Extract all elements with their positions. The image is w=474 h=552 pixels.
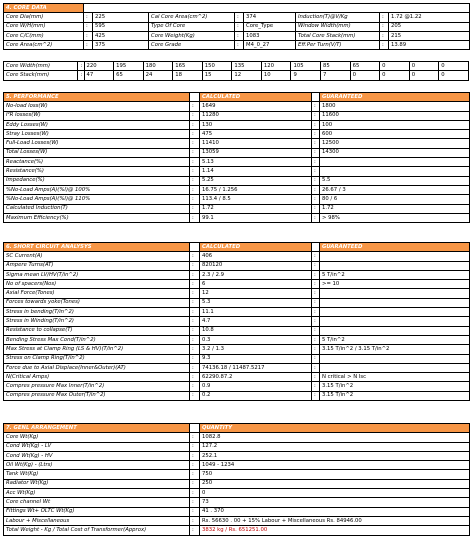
table-row: Forces towards yoke(Tones) : 5.3 : [4,298,470,307]
table-row: Core W/H(mm) : 595 Type Of Core : Core_Type Window Width(mm) : 205 [4,22,470,31]
table-row: No-load loss(W) : 1649 : 1800 [4,102,470,111]
core-step-table [3,61,469,81]
table-row: Calculated Induction(T) : 1.72 : 1.72 [4,204,470,213]
core-data-table [3,3,470,50]
table-row: Ampere Turns(AT) : 820120 : [4,261,470,270]
table-row: Resistance to collapse(T) : 10.8 : [4,326,470,335]
table-row: SC Current(A) : 406 : [4,252,470,261]
table-row: Tank Wt(Kg) : 750 [4,470,470,479]
general-arrangement-header: 7. GENL ARRANGEMENT QUANTITY [4,424,470,433]
table-row: Cond Wt(Kg) - LV : 127.2 [4,442,470,451]
table-row: Acc Wt(Kg) : 0 [4,489,470,498]
table-row: Compres pressure Max Outer(T/in^2) : 0.2 : 3.15 T/in^2 [4,391,470,400]
table-row: Maximum Efficiency(%) : 99.1 : > 98% [4,213,470,222]
table-row: Resistance(%) : 1.14 : [4,167,470,176]
table-row: Fittings Wt+ OLTC Wt(Kg) : 41 . 370 [4,507,470,516]
section-title: 4. CORE DATA [4,4,84,13]
table-row: Stress on Clamp Ring(T/in^2) : 9.3 : [4,354,470,363]
table-row: Oil Wt(Kg) - (Ltrs) : 1049 - 1234 [4,461,470,470]
performance-table [3,92,470,223]
short-circuit-table [3,242,470,401]
core-stack-row: Core Stack(mm) : 47 65 24 18 15 12 10 9 7 0 0 0 0 [4,71,469,80]
table-row: %No-Load Amps(A)(%I)@ 100% : 16.75 / 1.256 : 26.67 / 3 [4,185,470,194]
table-row: Full-Load Losses(W) : 11410 : 12500 [4,139,470,148]
table-row: Force due to Axial Displace(Inner&Outer)(AT) : 74136.18 / 11487.5217 : [4,363,470,372]
table-row: Core Dia(mm) : 225 Cal Core Area(cm^2) : 374 Induction(T)@V/Kg : 1.72 @1.22 [4,13,470,22]
table-row: Stray Losses(W) : 475 : 600 [4,130,470,139]
table-row: Total Weight - Kg / Total Cost of Transformer(Approx) : 3832 kg / Rs. 651251.00 [4,526,470,535]
short-circuit-header: 6. SHORT CIRCUIT ANALYSYS CALCULATED GUARANTEED [4,243,470,252]
table-row: Impedance(%) : 5.25 : 5.5 [4,176,470,185]
table-row: N(Critical Amps) : 62290.87.2 : N critical > N Isc [4,373,470,382]
core-data-header [4,4,470,13]
table-row: Labour + Miscellaneous : Rs. 56630 . 00 + 15% Labour + Miscellaneous Rs. 84946.00 [4,516,470,525]
table-row: Radiator Wt(Kg) : 250 [4,479,470,488]
table-row: Core C/C(mm) : 425 Core Weight(Kg) : 1083 Total Core Stack(mm) : 215 [4,31,470,40]
table-row: Cond Wt(Kg) - HV : 252.1 [4,451,470,460]
table-row: Compres pressure Max Inner(T/in^2) : 0.9 : 3.15 T/in^2 [4,382,470,391]
table-row: Stress in Winding(T/in^2) : 4.7 : [4,317,470,326]
table-row: Axial Force(Tones) : 12 : [4,289,470,298]
table-row: Eddy Losses(W) : 130 : 100 [4,120,470,129]
table-row: Core channel Wt : 73 [4,498,470,507]
table-row: Stress in bending(T/in^2) : 11.1 : [4,308,470,317]
performance-header: 5. PERFORMANCE CALCULATED GUARANTEED [4,93,470,102]
table-row: Reactance(%) : 5.13 : [4,158,470,167]
table-row: %No-Load Amps(A)(%I)@ 110% : 113.4 / 8.5 : 80 / 6 [4,195,470,204]
table-row: Bending Stress Max Cond(T/in^2) : 0.3 : 5 T/in^2 [4,335,470,344]
table-row: Max Stress at Clamp Ring (LS & HV)(T/in^2) : 3.2 / 1.3 : 3.15 T/in^2 / 3.15 T/in^2 [4,345,470,354]
table-row: Total Losses(W) : 13059 : 14300 [4,148,470,157]
core-width-row: Core Width(mm) : 220 195 180 165 150 135 120 105 85 65 0 0 0 [4,62,469,71]
table-row: Core Wt(Kg) : 1082.8 [4,433,470,442]
table-row: I²R losses(W) : 11280 : 11600 [4,111,470,120]
table-row: No of spacers(Nos) : 6 : >= 10 [4,280,470,289]
table-row: Core Area(cm^2) : 375 Core Grade : M4_0_27 Eff.Per Turn(V/T) : 13.89 [4,41,470,50]
general-arrangement-table [3,423,470,536]
table-row: Sigma mean LV/HV(T/in^2) : 2.3 / 2.9 : 5 T/in^2 [4,270,470,279]
